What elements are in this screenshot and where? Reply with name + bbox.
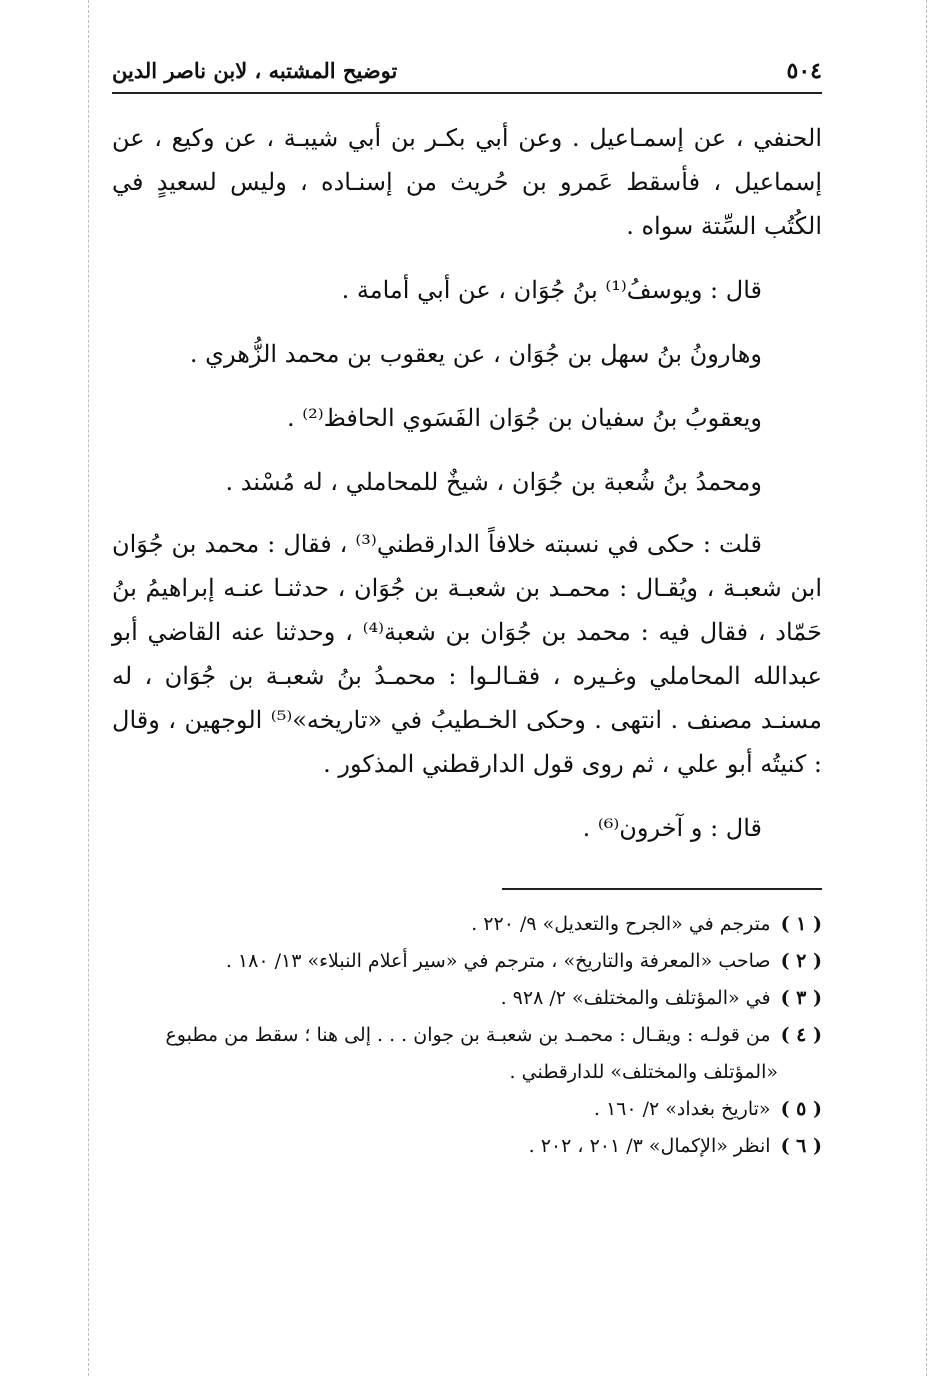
- footnote-4: [112, 1017, 822, 1091]
- footnote-1: [112, 906, 822, 943]
- paragraph-4: ويعقوبُ بنُ سفيان بن جُوَان الفَسَوي الحافظ⁽²⁾ .: [286, 404, 762, 432]
- footnote-number: ( ٣ ): [780, 987, 822, 1009]
- running-title: توضيح المشتبه ، لابن ناصر الدين: [112, 58, 398, 83]
- page-header: [112, 48, 822, 94]
- footnote-text: من قولـه : ويقـال : محمـد بن شعبـة بن جوان . . . إلى هنا ؛ سقط من مطبوع: [165, 1024, 771, 1046]
- paragraph-7: قال : و آخرون⁽⁶⁾ .: [582, 814, 762, 842]
- footnote-5: [112, 1091, 822, 1128]
- paragraph-3: وهارونُ بنُ سهل بن جُوَان ، عن يعقوب بن محمد الزُّهري .: [189, 340, 762, 368]
- footnote-number: ( ٦ ): [780, 1135, 822, 1157]
- footnote-number: ( ٢ ): [780, 950, 822, 972]
- footnote-6: [112, 1128, 822, 1165]
- paragraph-5: ومحمدُ بنُ شُعبة بن جُوَان ، شيخٌ للمحاملي ، له مُسْند .: [225, 468, 762, 496]
- paragraph-1: الحنفي ، عن إسمـاعيل . وعن أبي بكـر بن أبي شيبـة ، عن وكيع ، عن إسماعيل ، فأسقط عَمرو بن حُريث من إسنـاده ، وليس لسعيدٍ في الكُتُب السِّتة سواه .: [112, 124, 822, 240]
- scan-margin-line-left: [88, 0, 89, 1376]
- footnote-3: [112, 980, 822, 1017]
- footnote-number: ( ٤ ): [780, 1024, 822, 1046]
- footnote-text: في «المؤتلف والمختلف» ٢/ ٩٢٨ .: [500, 987, 771, 1009]
- scan-margin-line-right: [926, 0, 927, 1376]
- footnote-text: «تاريخ بغداد» ٢/ ١٦٠ .: [593, 1098, 771, 1120]
- footnote-2: [112, 943, 822, 980]
- footnote-text: مترجم في «الجرح والتعديل» ٩/ ٢٢٠ .: [471, 913, 771, 935]
- footnote-divider: [502, 888, 822, 890]
- commentary-block: [112, 522, 822, 786]
- page-number: ٥٠٤: [786, 58, 822, 84]
- book-page: [112, 48, 822, 1338]
- footnotes: [112, 906, 822, 1165]
- footnote-text: انظر «الإكمال» ٣/ ٢٠١ ، ٢٠٢ .: [528, 1135, 771, 1157]
- footnote-text: صاحب «المعرفة والتاريخ» ، مترجم في «سير أعلام النبلاء» ١٣/ ١٨٠ .: [225, 950, 771, 972]
- footnote-number: ( ٥ ): [780, 1098, 822, 1120]
- paragraph-2: قال : ويوسفُ⁽¹⁾ بنُ جُوَان ، عن أبي أمامة .: [341, 276, 762, 304]
- footnote-text-continued: «المؤتلف والمختلف» للدارقطني .: [509, 1061, 778, 1083]
- footnote-number: ( ١ ): [780, 913, 822, 935]
- main-text: [112, 116, 822, 850]
- paragraph-6: قلت : حكى في نسبته خلافاً الدارقطني⁽³⁾ ، فقال : محمد بن جُوَان ابن شعبـة ، ويُقـال : محمـد بن شعبـة بن جُوَان ، حدثنـا عنـه إبراهيمُ بنُ حَمّاد ، فقال فيه : محمد بن جُوَان بن شعبة⁽⁴⁾ ، وحدثنا عنه القاضي أبو عبدالله المحاملي وغـيره ، فقـالـوا : محمـدُ بنُ شعبـة بن جُوَان ، له مسنـد مصنف . انتهى . وحكى الخـطيبُ في «تاريخه»⁽⁵⁾ الوجهين ، وقال : كنيتُه أبو علي ، ثم روى قول الدارقطني المذكور .: [112, 530, 822, 778]
